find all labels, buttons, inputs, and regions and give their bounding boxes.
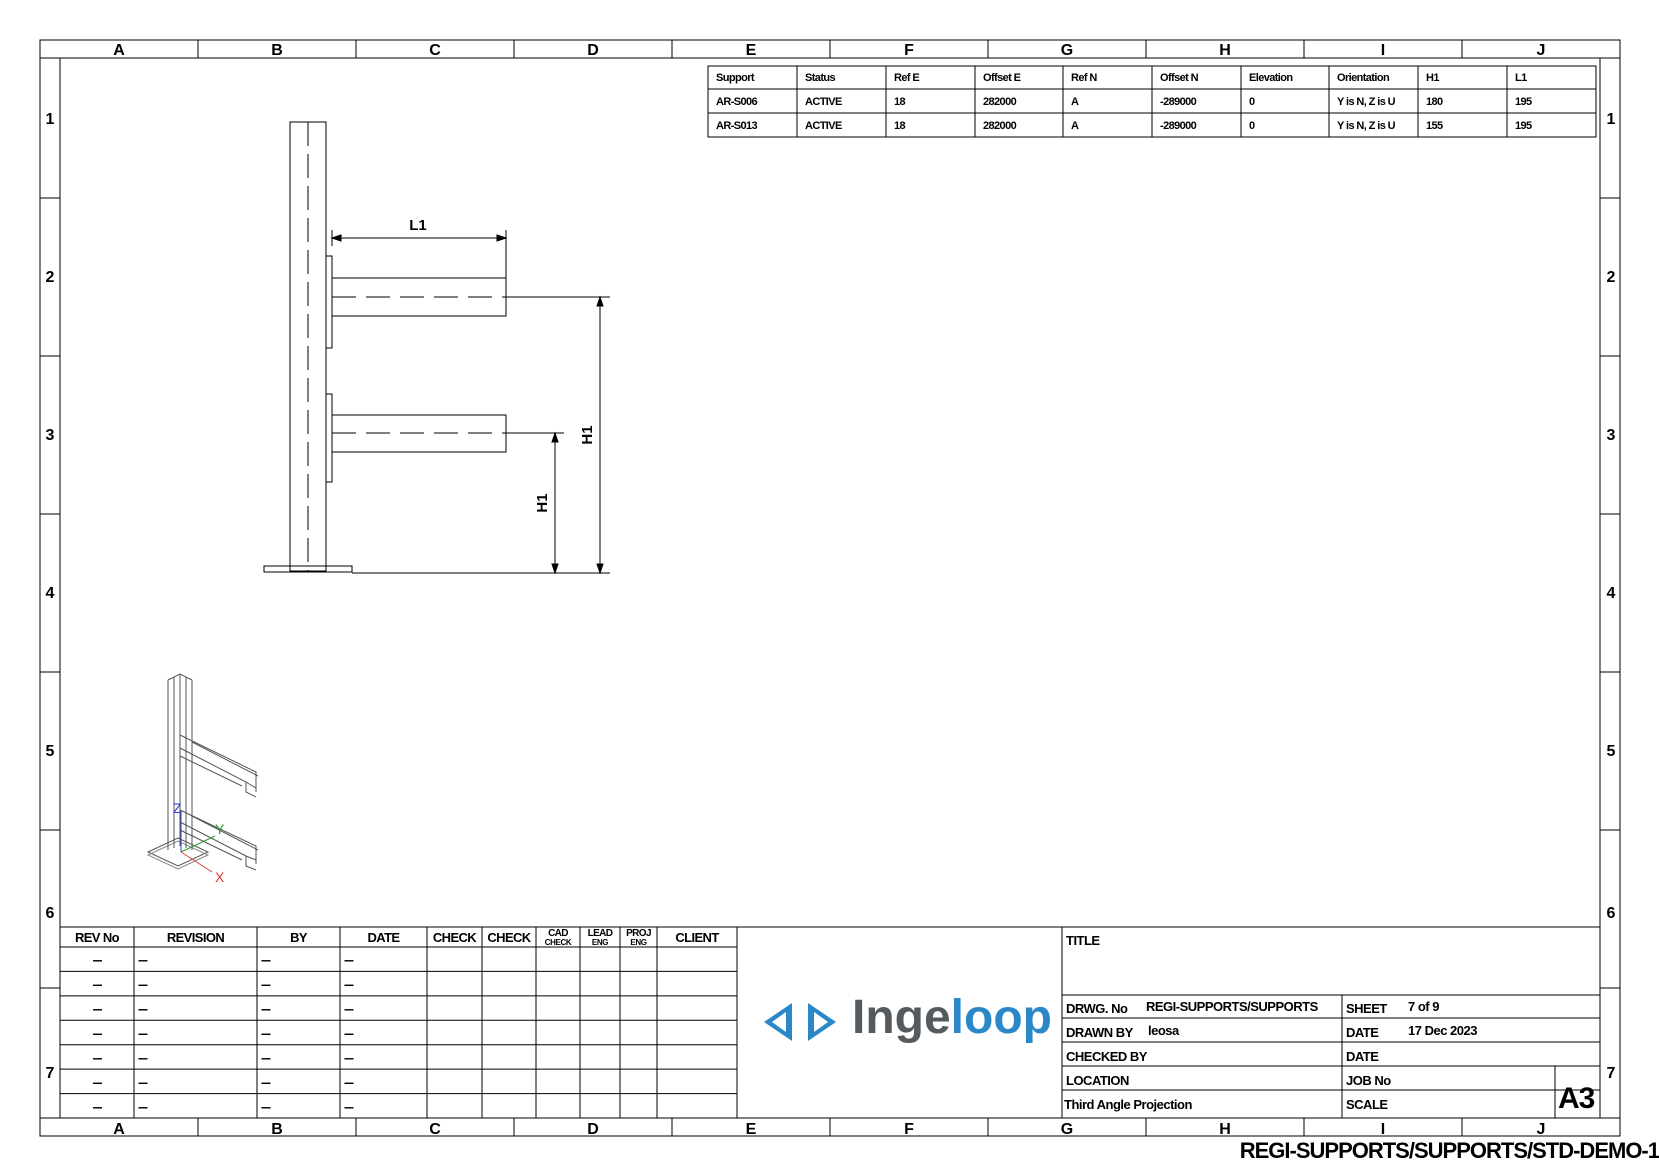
support-table-cell: ACTIVE [805, 96, 842, 108]
support-table-header: H1 [1426, 72, 1439, 84]
title-label: TITLE [1066, 933, 1100, 948]
revision-table-cell: --- [138, 1026, 147, 1041]
grid-row-label-left: 5 [45, 743, 55, 760]
dim-label-h1-outer: H1 [579, 425, 596, 445]
grid-col-label-top: I [1380, 42, 1386, 59]
grid-col-label-top: H [1219, 42, 1231, 59]
revision-table-header: DATE [367, 930, 400, 945]
grid-col-label-top: B [271, 42, 283, 59]
grid-col-label-bottom: B [271, 1121, 283, 1138]
revision-table-cell: --- [261, 1026, 270, 1041]
support-table-cell: ACTIVE [805, 120, 842, 132]
grid-col-label-bottom: J [1536, 1121, 1546, 1138]
revision-table-cell: --- [344, 1075, 353, 1090]
support-table-cell: 282000 [983, 96, 1017, 108]
revision-table-header: CHECK [487, 930, 531, 945]
revision-table-header: ENG [630, 938, 647, 947]
grid-row-label-right: 4 [1606, 585, 1616, 602]
support-table-header: Status [805, 72, 836, 84]
inner-frame [60, 58, 1600, 1118]
revision-table-header: REV No [74, 930, 120, 945]
logo-text-part2: loop [950, 991, 1052, 1044]
grid-row-label-right: 2 [1606, 269, 1616, 286]
support-table-cell: Y is N, Z is U [1337, 120, 1396, 132]
support-table-cell: AR-S006 [716, 96, 758, 108]
grid-row-label-right: 6 [1606, 905, 1616, 922]
revision-table-cell: --- [344, 1099, 353, 1114]
date-value: 17 Dec 2023 [1408, 1023, 1477, 1038]
revision-table-cell: --- [344, 977, 353, 992]
grid-row-label-right: 1 [1606, 111, 1616, 128]
revision-table-header: LEAD [587, 928, 613, 939]
checked-by-label: CHECKED BY [1066, 1049, 1147, 1064]
support-table [708, 66, 1596, 137]
revision-table-cell: --- [261, 1075, 270, 1090]
ingeloop-logo-mark-icon [764, 1003, 836, 1041]
support-table-cell: Y is N, Z is U [1337, 96, 1396, 108]
isometric-view [148, 674, 258, 872]
revision-table-cell: --- [261, 1099, 270, 1114]
date-label: DATE [1346, 1025, 1379, 1040]
ingeloop-logo-text [852, 990, 1052, 1045]
revision-table-cell: --- [92, 1026, 102, 1041]
job-no-label: JOB No [1346, 1073, 1391, 1088]
drawn-by-label: DRAWN BY [1066, 1025, 1133, 1040]
elevation-view [264, 122, 610, 573]
revision-table-cell: --- [344, 1002, 353, 1017]
revision-table-cell: --- [261, 1050, 270, 1065]
support-table-header: Support [716, 72, 754, 84]
revision-table-cell: --- [344, 1026, 353, 1041]
support-table-cell: 155 [1426, 120, 1443, 132]
grid-col-label-top: D [587, 42, 599, 59]
revision-table-header: REVISION [166, 930, 225, 945]
grid-row-label-right: 3 [1606, 427, 1616, 444]
grid-col-label-top: A [113, 42, 125, 59]
revision-table-header: CHECK [432, 930, 477, 945]
revision-table-header: ENG [591, 938, 609, 947]
grid-row-label-left: 2 [45, 269, 55, 286]
support-table-header: L1 [1515, 72, 1527, 84]
support-table-header: Elevation [1249, 72, 1293, 84]
title-block-text [1064, 933, 1595, 1115]
grid-col-label-top: E [745, 42, 757, 59]
support-table-cell: 195 [1515, 96, 1532, 108]
support-table-cell: 195 [1515, 120, 1532, 132]
grid-col-label-bottom: A [113, 1121, 125, 1138]
grid-col-label-bottom: G [1060, 1121, 1074, 1138]
revision-table-cell: --- [92, 1050, 102, 1065]
grid-row-label-left: 6 [45, 905, 55, 922]
title-block [1062, 927, 1600, 1118]
revision-table-header: BY [290, 930, 307, 945]
grid-col-label-top: G [1060, 42, 1074, 59]
grid-col-label-bottom: F [904, 1121, 914, 1138]
location-label: LOCATION [1066, 1073, 1129, 1088]
support-table-header: Ref E [894, 72, 920, 84]
revision-table-cell: --- [92, 977, 102, 992]
drwg-no-value: REGI-SUPPORTS/SUPPORTS [1146, 999, 1318, 1014]
support-table-cell: 0 [1249, 96, 1255, 108]
support-table-cell: 18 [894, 96, 906, 108]
grid-col-label-bottom: H [1219, 1121, 1231, 1138]
support-table-header: Offset N [1160, 72, 1198, 84]
dim-label-l1: L1 [409, 217, 427, 234]
grid-col-label-top: F [904, 42, 914, 59]
revision-table-cell: --- [138, 1099, 147, 1114]
drawn-by-value: leosa [1148, 1023, 1179, 1038]
support-table-cell: 180 [1426, 96, 1443, 108]
grid-col-label-bottom: D [587, 1121, 599, 1138]
grid-row-label-right: 7 [1606, 1065, 1616, 1082]
revision-table-cell: --- [138, 1002, 147, 1017]
support-table-cell: 282000 [983, 120, 1017, 132]
paper-size: A3 [1558, 1082, 1595, 1115]
drwg-no-label: DRWG. No [1066, 1001, 1128, 1016]
grid-col-label-bottom: E [745, 1121, 757, 1138]
sheet-label: SHEET [1346, 1001, 1387, 1016]
revision-table-cell: --- [92, 953, 102, 968]
projection-label: Third Angle Projection [1064, 1097, 1192, 1112]
revision-table-cell: --- [344, 953, 353, 968]
revision-table-cell: --- [261, 1002, 270, 1017]
date2-label: DATE [1346, 1049, 1379, 1064]
revision-table-cell: --- [138, 1050, 147, 1065]
grid-col-label-top: J [1536, 42, 1546, 59]
drawing-id-footer: REGI-SUPPORTS/SUPPORTS/STD-DEMO-1 [1239, 1138, 1659, 1163]
revision-table-header: CHECK [544, 938, 572, 947]
revision-table-cell: --- [261, 953, 270, 968]
logo-text-part1: Inge [852, 991, 951, 1044]
revision-table-cell: --- [138, 977, 147, 992]
grid-col-label-bottom: I [1380, 1121, 1386, 1138]
support-table-cell: AR-S013 [716, 120, 758, 132]
grid-row-label-left: 4 [45, 585, 55, 602]
revision-table-cell: --- [344, 1050, 353, 1065]
dim-label-h1-inner: H1 [534, 493, 551, 513]
support-table-cell: 18 [894, 120, 906, 132]
grid-zone-markers [40, 40, 1620, 1138]
support-table-header: Offset E [983, 72, 1021, 84]
support-table-cell: 0 [1249, 120, 1255, 132]
revision-table-cell: --- [138, 953, 147, 968]
support-table-header: Ref N [1071, 72, 1097, 84]
grid-col-label-top: C [429, 42, 441, 59]
support-table-cell: A [1071, 96, 1079, 108]
axis-y-label: Y [215, 821, 225, 837]
axis-x-label: X [215, 869, 225, 885]
grid-row-label-left: 7 [45, 1065, 55, 1082]
grid-col-label-bottom: C [429, 1121, 441, 1138]
sheet-value: 7 of 9 [1408, 999, 1439, 1014]
revision-table-header: CLIENT [675, 930, 719, 945]
support-table-header: Orientation [1337, 72, 1390, 84]
grid-row-label-right: 5 [1606, 743, 1616, 760]
grid-row-label-left: 1 [45, 111, 55, 128]
revision-table-cell: --- [92, 1075, 102, 1090]
revision-table-cell: --- [138, 1075, 147, 1090]
revision-table-cell: --- [261, 977, 270, 992]
scale-label: SCALE [1346, 1097, 1388, 1112]
support-table-cell: -289000 [1160, 96, 1197, 108]
revision-table-cell: --- [92, 1099, 102, 1114]
revision-table-header: PROJ [626, 928, 651, 939]
grid-row-label-left: 3 [45, 427, 55, 444]
axis-z-label: Z [173, 800, 182, 816]
support-table-cell: A [1071, 120, 1079, 132]
revision-table-cell: --- [92, 1002, 102, 1017]
revision-table-header: CAD [548, 928, 568, 939]
support-table-cell: -289000 [1160, 120, 1197, 132]
